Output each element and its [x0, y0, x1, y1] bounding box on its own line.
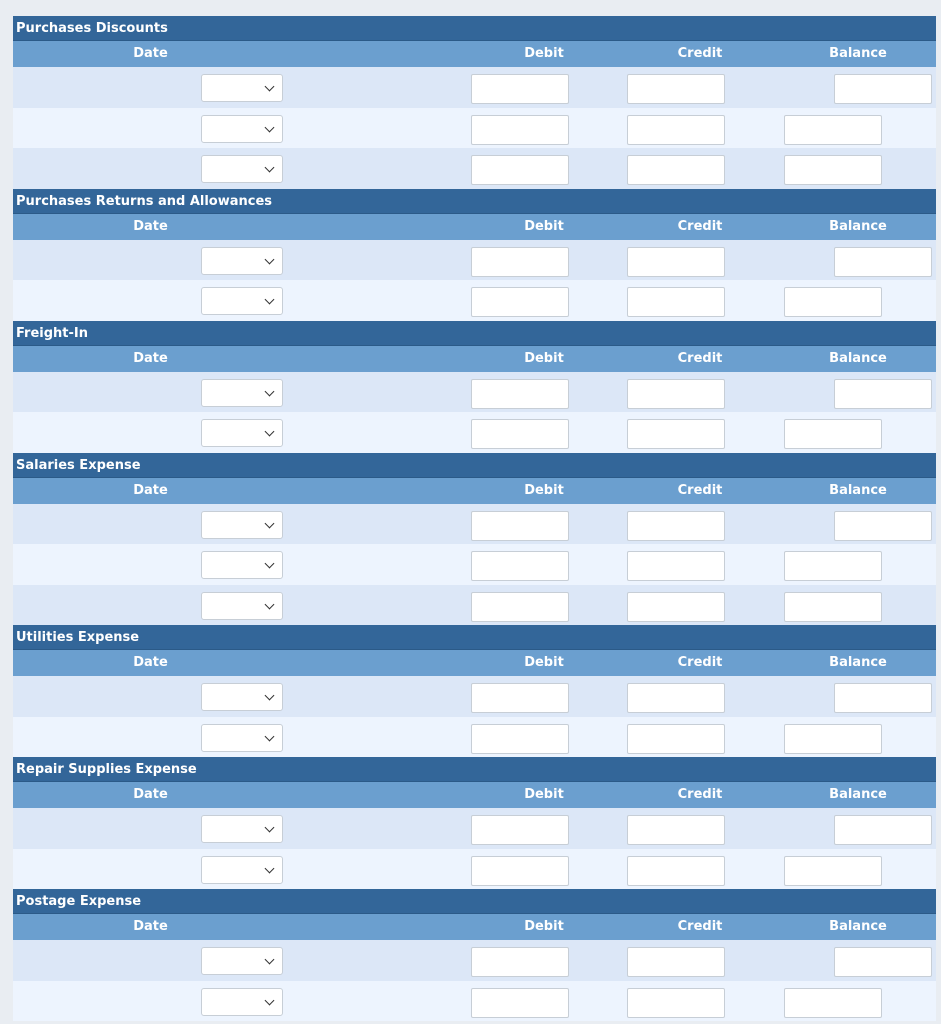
balance-input[interactable]	[784, 592, 882, 622]
ledger-account-repair-supplies-expense	[13, 757, 936, 889]
chevron-down-icon	[265, 254, 275, 264]
date-select[interactable]	[201, 683, 283, 711]
date-select[interactable]	[201, 856, 283, 884]
chevron-down-icon	[265, 427, 275, 437]
balance-input[interactable]	[834, 247, 932, 277]
chevron-down-icon	[265, 122, 275, 132]
debit-input[interactable]	[471, 947, 569, 977]
debit-input[interactable]	[471, 287, 569, 317]
date-select[interactable]	[201, 155, 283, 183]
column-header-credit: Credit	[677, 350, 723, 366]
credit-input[interactable]	[627, 947, 725, 977]
chevron-down-icon	[265, 295, 275, 305]
chevron-down-icon	[265, 955, 275, 965]
ledger-row	[13, 67, 936, 108]
column-header-debit: Debit	[524, 482, 564, 498]
credit-input[interactable]	[627, 551, 725, 581]
ledger-form	[13, 16, 936, 1021]
ledger-row	[13, 504, 936, 545]
ledger-row	[13, 544, 936, 585]
date-select[interactable]	[201, 724, 283, 752]
column-header-date: Date	[133, 218, 168, 234]
column-header-row	[13, 650, 936, 676]
ledger-row	[13, 717, 936, 758]
ledger-row	[13, 240, 936, 281]
credit-input[interactable]	[627, 115, 725, 145]
chevron-down-icon	[265, 599, 275, 609]
column-header-balance: Balance	[829, 919, 887, 934]
column-header-debit: Debit	[524, 350, 564, 366]
column-header-balance: Balance	[829, 46, 887, 61]
balance-input[interactable]	[784, 287, 882, 317]
chevron-down-icon	[265, 863, 275, 873]
account-title: Repair Supplies Expense	[13, 757, 936, 782]
column-header-row	[13, 782, 936, 808]
date-select[interactable]	[201, 115, 283, 143]
account-title: Salaries Expense	[13, 453, 936, 478]
chevron-down-icon	[265, 518, 275, 528]
column-header-date: Date	[133, 46, 168, 61]
chevron-down-icon	[265, 691, 275, 701]
date-select[interactable]	[201, 247, 283, 275]
column-header-credit: Credit	[677, 787, 723, 802]
chevron-down-icon	[265, 995, 275, 1005]
column-header-date: Date	[133, 787, 168, 802]
balance-input[interactable]	[834, 947, 932, 977]
column-header-debit: Debit	[524, 218, 564, 234]
balance-input[interactable]	[834, 74, 932, 104]
account-title: Purchases Returns and Allowances	[13, 189, 936, 214]
date-select[interactable]	[201, 379, 283, 407]
date-select[interactable]	[201, 511, 283, 539]
credit-input[interactable]	[627, 287, 725, 317]
debit-input[interactable]	[471, 724, 569, 754]
chevron-down-icon	[265, 386, 275, 396]
balance-input[interactable]	[784, 115, 882, 145]
balance-input[interactable]	[784, 988, 882, 1018]
date-select[interactable]	[201, 592, 283, 620]
ledger-row	[13, 676, 936, 717]
debit-input[interactable]	[471, 511, 569, 541]
account-title: Freight-In	[13, 321, 936, 346]
date-select[interactable]	[201, 815, 283, 843]
column-header-balance: Balance	[829, 655, 887, 670]
balance-input[interactable]	[784, 551, 882, 581]
credit-input[interactable]	[627, 856, 725, 886]
column-header-date: Date	[133, 350, 168, 366]
ledger-account-postage-expense	[13, 889, 936, 1021]
ledger-account-salaries-expense	[13, 453, 936, 626]
column-header-credit: Credit	[677, 655, 723, 670]
column-header-credit: Credit	[677, 218, 723, 234]
account-title: Postage Expense	[13, 889, 936, 914]
ledger-account-purchases-discounts	[13, 16, 936, 189]
credit-input[interactable]	[627, 592, 725, 622]
debit-input[interactable]	[471, 247, 569, 277]
column-header-credit: Credit	[677, 46, 723, 61]
balance-input[interactable]	[784, 856, 882, 886]
debit-input[interactable]	[471, 551, 569, 581]
credit-input[interactable]	[627, 683, 725, 713]
date-select[interactable]	[201, 947, 283, 975]
debit-input[interactable]	[471, 856, 569, 886]
chevron-down-icon	[265, 82, 275, 92]
ledger-row	[13, 808, 936, 849]
ledger-row	[13, 108, 936, 149]
account-title: Utilities Expense	[13, 625, 936, 650]
column-header-date: Date	[133, 655, 168, 670]
credit-input[interactable]	[627, 815, 725, 845]
debit-input[interactable]	[471, 815, 569, 845]
credit-input[interactable]	[627, 511, 725, 541]
column-header-date: Date	[133, 919, 168, 934]
column-header-debit: Debit	[524, 46, 564, 61]
chevron-down-icon	[265, 823, 275, 833]
ledger-row	[13, 940, 936, 981]
balance-input[interactable]	[784, 419, 882, 449]
debit-input[interactable]	[471, 379, 569, 409]
date-select[interactable]	[201, 74, 283, 102]
column-header-row	[13, 214, 936, 240]
ledger-row	[13, 148, 936, 189]
debit-input[interactable]	[471, 592, 569, 622]
column-header-debit: Debit	[524, 655, 564, 670]
ledger-account-freight-in	[13, 321, 936, 453]
date-select[interactable]	[201, 988, 283, 1016]
column-header-credit: Credit	[677, 482, 723, 498]
column-header-balance: Balance	[829, 787, 887, 802]
ledger-row	[13, 372, 936, 413]
ledger-row	[13, 412, 936, 453]
column-header-row	[13, 478, 936, 504]
debit-input[interactable]	[471, 115, 569, 145]
chevron-down-icon	[265, 731, 275, 741]
credit-input[interactable]	[627, 988, 725, 1018]
chevron-down-icon	[265, 559, 275, 569]
column-header-credit: Credit	[677, 919, 723, 934]
column-header-balance: Balance	[829, 350, 887, 366]
balance-input[interactable]	[834, 379, 932, 409]
ledger-account-utilities-expense	[13, 625, 936, 757]
credit-input[interactable]	[627, 247, 725, 277]
balance-input[interactable]	[834, 511, 932, 541]
account-title: Purchases Discounts	[13, 16, 936, 41]
credit-input[interactable]	[627, 379, 725, 409]
balance-input[interactable]	[834, 683, 932, 713]
credit-input[interactable]	[627, 155, 725, 185]
ledger-account-purchases-returns-and-allowances	[13, 189, 936, 321]
column-header-row	[13, 346, 936, 372]
balance-input[interactable]	[784, 724, 882, 754]
debit-input[interactable]	[471, 683, 569, 713]
ledger-row	[13, 849, 936, 890]
credit-input[interactable]	[627, 74, 725, 104]
column-header-row	[13, 41, 936, 67]
column-header-debit: Debit	[524, 919, 564, 934]
ledger-row	[13, 280, 936, 321]
column-header-debit: Debit	[524, 787, 564, 802]
date-select[interactable]	[201, 419, 283, 447]
credit-input[interactable]	[627, 419, 725, 449]
ledger-row	[13, 981, 936, 1022]
column-header-row	[13, 914, 936, 940]
date-select[interactable]	[201, 551, 283, 579]
column-header-date: Date	[133, 482, 168, 498]
debit-input[interactable]	[471, 988, 569, 1018]
date-select[interactable]	[201, 287, 283, 315]
debit-input[interactable]	[471, 155, 569, 185]
ledger-row	[13, 585, 936, 626]
balance-input[interactable]	[834, 815, 932, 845]
column-header-balance: Balance	[829, 482, 887, 498]
debit-input[interactable]	[471, 74, 569, 104]
balance-input[interactable]	[784, 155, 882, 185]
credit-input[interactable]	[627, 724, 725, 754]
column-header-balance: Balance	[829, 218, 887, 234]
chevron-down-icon	[265, 163, 275, 173]
debit-input[interactable]	[471, 419, 569, 449]
